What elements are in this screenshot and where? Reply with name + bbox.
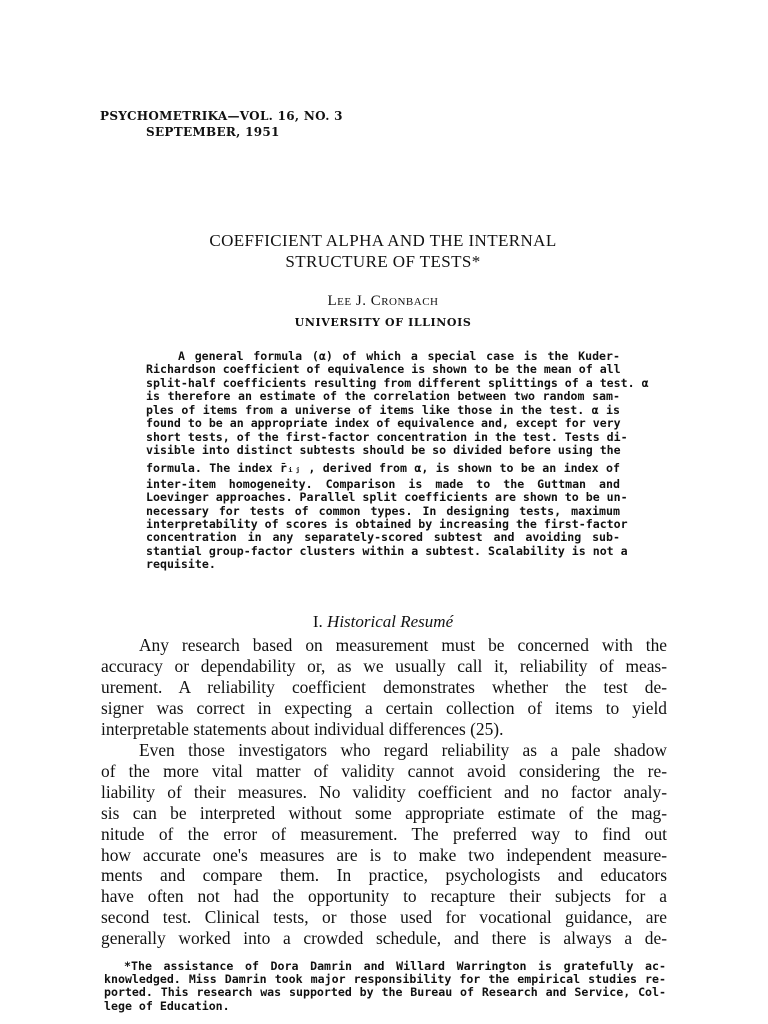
section-heading (100, 612, 666, 632)
author-name: Lee J. Cronbach (327, 293, 439, 309)
body-line: have often not had the opportunity to recapture their subjects for a (101, 886, 667, 907)
footnote (104, 960, 666, 1013)
footnote-line: knowledged. Miss Damrin took major responsibility for the empirical studies re- (104, 972, 666, 987)
abstract-line: is therefore an estimate of the correlation between two random sam- (146, 389, 620, 404)
body-line: ments and compare them. In practice, psychologists and educators (101, 865, 667, 886)
abstract (146, 349, 649, 572)
abstract-line: requisite. (146, 557, 216, 572)
footnote-line: lege of Education. (104, 998, 230, 1013)
abstract-line: found to be an appropriate index of equivalence and, except for very (146, 416, 621, 431)
footnote-line: *The assistance of Dora Damrin and Willard Warrington is gratefully ac- (124, 959, 666, 973)
journal-date-line: SEPTEMBER, 1951 (146, 125, 280, 139)
body-line: how accurate one's measures are is to make two independent measure- (101, 844, 667, 865)
body-line: liability of their measures. No validity coefficient and no factor analy- (101, 781, 667, 802)
abstract-line: short tests, of the first-factor concentration in the test. Tests di- (146, 429, 628, 444)
abstract-line: necessary for tests of common types. In designing tests, maximum (146, 503, 620, 518)
body-line: nitude of the error of measurement. The preferred way to find out (101, 823, 667, 844)
body-text (101, 635, 667, 949)
footnote-line: ported. This research was supported by the Bureau of Research and Service, Col- (104, 985, 666, 1000)
abstract-line: ples of items from a universe of items like those in the test. α is (146, 402, 620, 417)
body-line: urement. A reliability coefficient demonstrates whether the test de- (101, 676, 667, 697)
abstract-line: visible into distinct subtests should be so divided before using the (146, 443, 621, 458)
article-title-line-2: STRUCTURE OF TESTS* (285, 252, 481, 271)
body-line: Even those investigators who regard reliability as a pale shadow (139, 739, 667, 760)
abstract-line: stantial group-factor clusters within a subtest. Scalability is not a (146, 543, 628, 558)
body-line: generally worked into a crowded schedule, and there is always a de- (101, 928, 667, 949)
abstract-line: A general formula (α) of which a special case is the Kuder- (178, 349, 620, 363)
section-number: I. (312, 612, 323, 631)
abstract-line: Loevinger approaches. Parallel split coefficients are shown to be un- (146, 490, 628, 505)
body-line: interpretable statements about individual differences (25). (101, 718, 504, 739)
article-title-line-1: COEFFICIENT ALPHA AND THE INTERNAL (209, 231, 557, 250)
abstract-line: interpretability of scores is obtained by increasing the first-factor (146, 516, 628, 531)
article-title (100, 230, 666, 272)
body-line: accuracy or dependability or, as we usually call it, reliability of meas- (101, 655, 667, 676)
author-affiliation: UNIVERSITY OF ILLINOIS (294, 316, 472, 329)
journal-volume-line: PSYCHOMETRIKA—VOL. 16, NO. 3 (100, 109, 343, 123)
section-title: Historical Resumé (327, 612, 454, 631)
body-line: of the more vital matter of validity cannot avoid considering the re- (101, 760, 667, 781)
abstract-line: concentration in any separately-scored subtest and avoiding sub- (146, 530, 620, 545)
abstract-line: split-half coefficients resulting from different splittings of a test. α (146, 375, 649, 390)
body-line: sis can be interpreted without some appropriate estimate of the mag- (101, 802, 667, 823)
abstract-line: formula. The index r̄ᵢⱼ , derived from α, is shown to be an index of (146, 460, 620, 475)
body-line: Any research based on measurement must be concerned with the (139, 635, 667, 655)
abstract-line: inter-item homogeneity. Comparison is made to the Guttman and (146, 476, 620, 491)
body-line: signer was correct in expecting a certain collection of items to yield (101, 697, 667, 718)
abstract-line: Richardson coefficient of equivalence is shown to be the mean of all (146, 362, 621, 377)
journal-header (100, 108, 343, 140)
body-line: second test. Clinical tests, or those used for vocational guidance, are (101, 907, 667, 928)
